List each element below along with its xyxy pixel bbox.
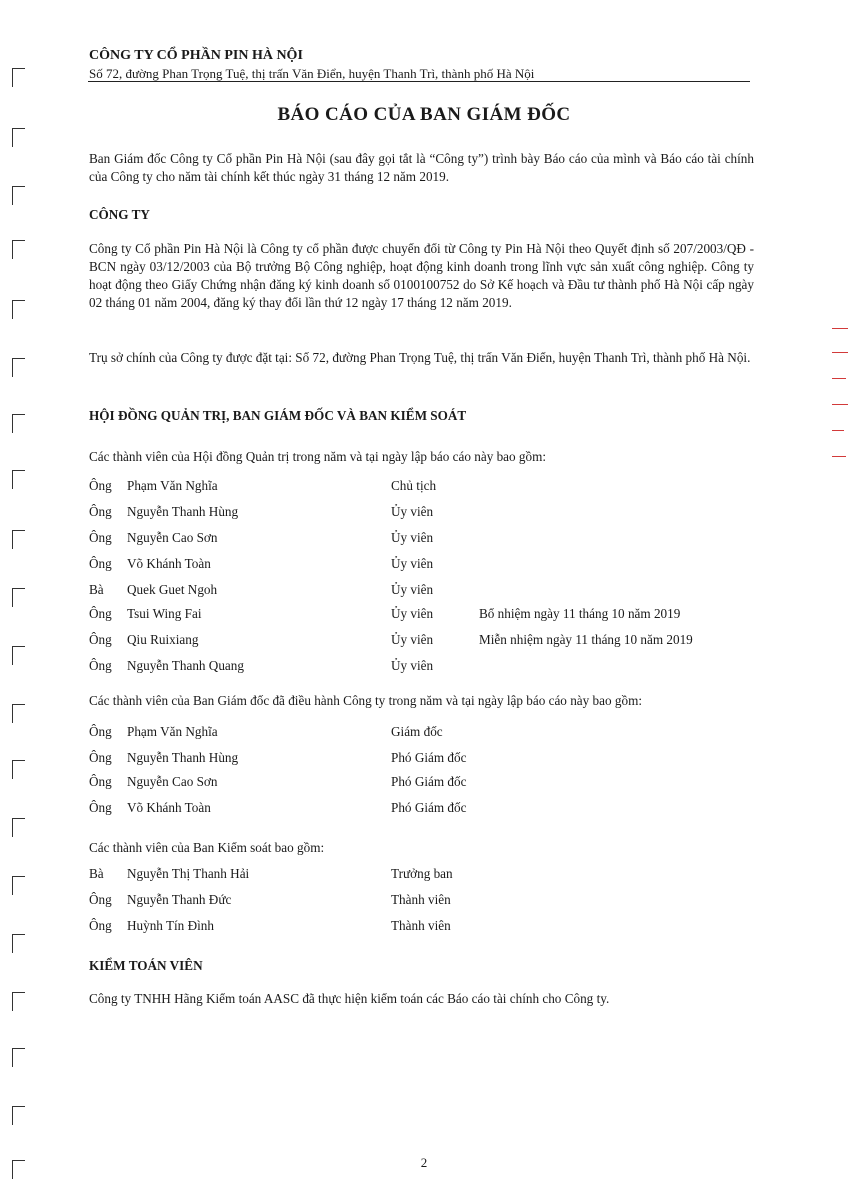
member-title: Ông [89, 530, 112, 545]
binding-mark [12, 876, 25, 895]
member-name: Nguyễn Thanh Quang [127, 658, 244, 673]
member-role: Ủy viên [391, 658, 434, 673]
member-name: Huỳnh Tín Đình [127, 918, 214, 933]
member-role: Phó Giám đốc [391, 750, 467, 765]
page-number: 2 [420, 1155, 428, 1170]
member-title: Ông [89, 800, 112, 815]
member-title: Bà [89, 866, 104, 881]
member-name: Võ Khánh Toàn [127, 556, 211, 571]
member-role: Giám đốc [391, 724, 443, 739]
binding-mark [12, 128, 25, 147]
member-name: Nguyễn Thanh Đức [127, 892, 232, 907]
member-role: Phó Giám đốc [391, 800, 467, 815]
member-title: Ông [89, 724, 112, 739]
auditor-paragraph: Công ty TNHH Hãng Kiểm toán AASC đã thực hiện kiểm toán các Báo cáo tài chính cho Công ty. [89, 991, 610, 1006]
stamp-stroke [832, 430, 844, 431]
member-title: Ông [89, 632, 112, 647]
member-title: Ông [89, 892, 112, 907]
binding-mark [12, 470, 25, 489]
member-role: Chủ tịch [391, 478, 437, 493]
stamp-fragment [826, 318, 848, 468]
binding-mark [12, 646, 25, 665]
member-role: Trưởng ban [391, 866, 453, 881]
binding-mark [12, 760, 25, 779]
binding-mark [12, 358, 25, 377]
member-title: Ông [89, 556, 112, 571]
section-heading-governance: HỘI ĐỒNG QUẢN TRỊ, BAN GIÁM ĐỐC VÀ BAN KIỂM SOÁT [89, 408, 467, 423]
header-divider [88, 81, 750, 82]
stamp-stroke [832, 404, 848, 405]
stamp-stroke [832, 352, 848, 353]
binding-holes [4, 0, 28, 1200]
section-heading-auditor: KIỂM TOÁN VIÊN [89, 958, 203, 973]
member-title: Ông [89, 658, 112, 673]
member-name: Nguyễn Thị Thanh Hải [127, 866, 250, 881]
binding-mark [12, 1106, 25, 1125]
member-name: Nguyễn Cao Sơn [127, 774, 218, 789]
member-name: Võ Khánh Toàn [127, 800, 211, 815]
member-title: Ông [89, 774, 112, 789]
binding-mark [12, 992, 25, 1011]
binding-mark [12, 186, 25, 205]
member-role: Ủy viên [391, 606, 434, 621]
binding-mark [12, 414, 25, 433]
binding-mark [12, 934, 25, 953]
binding-mark [12, 588, 25, 607]
company-paragraph: Công ty Cổ phần Pin Hà Nội là Công ty cổ phần được chuyển đổi từ Công ty Pin Hà Nội theo Quyết định số 207/2003/QĐ - BCN ngày 03/12/2003 của Bộ trưởng Bộ Công nghiệp, hoạt động kinh doanh trong lĩnh vực sản xuất công nghiệp. Công ty hoạt động theo Giấy Chứng nhận đăng ký kinh doanh số 0100100752 do Sở Kế hoạch và Đầu tư thành phố Hà Nội cấp ngày 02 tháng 01 năm 2004, đăng ký thay đổi lần thứ 12 ngày 17 tháng 12 năm 2019. [89, 241, 754, 310]
binding-mark [12, 818, 25, 837]
member-title: Ông [89, 478, 112, 493]
member-title: Ông [89, 504, 112, 519]
member-role: Ủy viên [391, 556, 434, 571]
member-note: Miễn nhiệm ngày 11 tháng 10 năm 2019 [479, 632, 693, 647]
member-role: Thành viên [391, 892, 451, 907]
directors-intro: Các thành viên của Ban Giám đốc đã điều hành Công ty trong năm và tại ngày lập báo cáo này bao gồm: [89, 693, 642, 708]
stamp-stroke [832, 378, 846, 379]
headquarters-paragraph: Trụ sở chính của Công ty được đặt tại: Số 72, đường Phan Trọng Tuệ, thị trấn Văn Điển, huyện Thanh Trì, thành phố Hà Nội. [89, 350, 751, 365]
page-title: BÁO CÁO CỦA BAN GIÁM ĐỐC [277, 104, 571, 125]
member-name: Nguyễn Thanh Hùng [127, 504, 239, 519]
binding-mark [12, 240, 25, 259]
member-name: Nguyễn Thanh Hùng [127, 750, 239, 765]
member-name: Nguyễn Cao Sơn [127, 530, 218, 545]
member-role: Ủy viên [391, 582, 434, 597]
company-address: Số 72, đường Phan Trọng Tuệ, thị trấn Văn Điển, huyện Thanh Trì, thành phố Hà Nội [89, 66, 535, 81]
binding-mark [12, 530, 25, 549]
member-name: Quek Guet Ngoh [127, 582, 218, 597]
member-name: Tsui Wing Fai [127, 606, 202, 621]
board-intro: Các thành viên của Hội đồng Quản trị trong năm và tại ngày lập báo cáo này bao gồm: [89, 449, 547, 464]
member-title: Ông [89, 918, 112, 933]
member-role: Ủy viên [391, 530, 434, 545]
binding-mark [12, 704, 25, 723]
member-role: Ủy viên [391, 632, 434, 647]
member-role: Phó Giám đốc [391, 774, 467, 789]
stamp-stroke [832, 456, 846, 457]
binding-mark [12, 68, 25, 87]
member-title: Ông [89, 606, 112, 621]
company-name: CÔNG TY CỔ PHẦN PIN HÀ NỘI [89, 48, 303, 63]
supervisory-intro: Các thành viên của Ban Kiểm soát bao gồm: [89, 840, 325, 855]
member-title: Bà [89, 582, 104, 597]
binding-mark [12, 300, 25, 319]
binding-mark [12, 1048, 25, 1067]
stamp-stroke [832, 328, 848, 329]
member-name: Phạm Văn Nghĩa [127, 724, 218, 739]
section-heading-company: CÔNG TY [89, 207, 150, 222]
intro-paragraph: Ban Giám đốc Công ty Cổ phần Pin Hà Nội (sau đây gọi tắt là “Công ty”) trình bày Báo cáo của mình và Báo cáo tài chính của Công ty cho năm tài chính kết thúc ngày 31 tháng 12 năm 2019. [89, 151, 754, 184]
member-name: Phạm Văn Nghĩa [127, 478, 218, 493]
member-note: Bổ nhiệm ngày 11 tháng 10 năm 2019 [479, 606, 681, 621]
member-role: Thành viên [391, 918, 451, 933]
member-role: Ủy viên [391, 504, 434, 519]
member-name: Qiu Ruixiang [127, 632, 199, 647]
member-title: Ông [89, 750, 112, 765]
